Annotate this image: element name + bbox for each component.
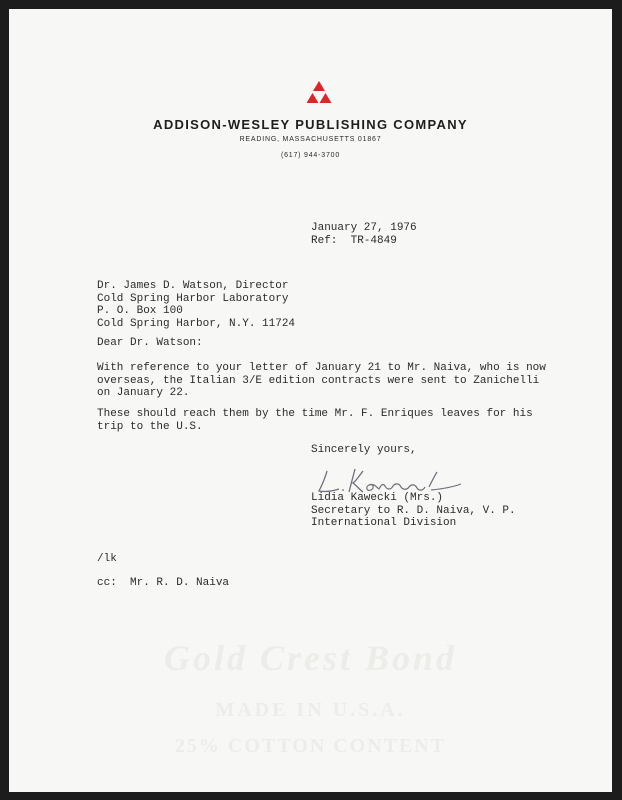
date-ref-block bbox=[311, 222, 417, 247]
recipient-line: Dr. James D. Watson, Director bbox=[97, 280, 289, 292]
body-paragraph-2 bbox=[97, 408, 533, 433]
carbon-copy-line: cc: Mr. R. D. Naiva bbox=[97, 577, 230, 589]
salutation: Dear Dr. Watson: bbox=[97, 337, 203, 349]
recipient-address bbox=[97, 280, 295, 330]
body-line: overseas, the Italian 3/E edition contracts were sent to Zanichelli bbox=[97, 374, 540, 387]
recipient-line: Cold Spring Harbor, N.Y. 11724 bbox=[97, 317, 296, 330]
body-line: trip to the U.S. bbox=[97, 420, 203, 433]
reference-number: Ref: TR-4849 bbox=[311, 234, 397, 247]
closing: Sincerely yours, bbox=[311, 444, 417, 456]
recipient-line: Cold Spring Harbor Laboratory bbox=[97, 292, 289, 305]
paper-watermark-brand: Gold Crest Bond bbox=[163, 638, 458, 678]
recipient-line: P. O. Box 100 bbox=[97, 305, 183, 318]
paper-watermark-origin: MADE IN U.S.A. bbox=[215, 699, 406, 721]
signer-block bbox=[311, 492, 516, 530]
signer-division: International Division bbox=[311, 517, 457, 530]
signer-name: Lidia Kawecki (Mrs.) bbox=[311, 492, 444, 504]
body-line: These should reach them by the time Mr. F. Enriques leaves for his bbox=[97, 408, 533, 420]
company-address: READING, MASSACHUSETTS 01867 bbox=[239, 136, 382, 143]
body-paragraph-1 bbox=[97, 362, 546, 400]
signer-title: Secretary to R. D. Naiva, V. P. bbox=[311, 504, 516, 517]
company-name: ADDISON-WESLEY PUBLISHING COMPANY bbox=[153, 117, 468, 132]
letter-date: January 27, 1976 bbox=[311, 222, 417, 234]
body-line: With reference to your letter of January 21 to Mr. Naiva, who is now bbox=[97, 362, 546, 374]
letter-page bbox=[9, 9, 612, 792]
paper-watermark-content: 25% COTTON CONTENT bbox=[174, 735, 447, 757]
body-line: on January 22. bbox=[97, 387, 190, 400]
typist-initials: /lk bbox=[97, 553, 117, 565]
company-phone: (617) 944-3700 bbox=[280, 152, 341, 159]
addison-wesley-logo-icon bbox=[306, 81, 332, 105]
